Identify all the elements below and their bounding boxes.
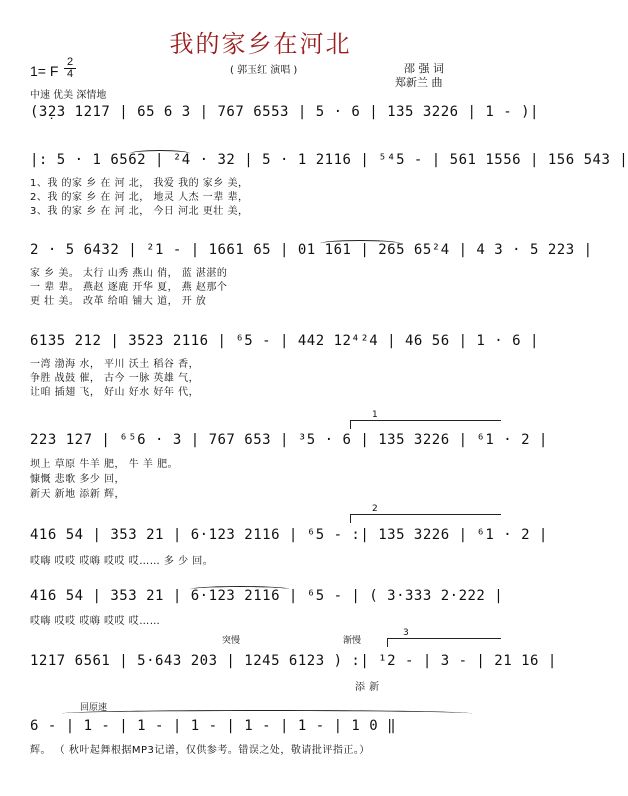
gradual-slow-marking: 渐慢 [343, 636, 362, 646]
lyric-line: 2、我 的家 乡 在 河 北， 地灵 人杰 一辈 辈， [30, 192, 249, 203]
lyric-line: 慷慨 悲歌 多少 回， [30, 474, 126, 485]
lyric-line: 哎嗨 哎哎 哎嗨 哎哎 哎…… [30, 616, 161, 627]
meter-bottom: 4 [64, 68, 76, 80]
slow-down-marking: 突慢 [222, 636, 241, 646]
score-line-4: 6135 212 | 3523 2116 | ⁶5 - | 442 12⁴²4 | 46 56 | 1 · 6 | [30, 333, 539, 349]
tie-arc [62, 710, 472, 717]
tempo-marking: 中速 优美 深情地 [30, 90, 107, 101]
lyric-line: 哎嗨 哎哎 哎嗨 哎哎 哎…… 多 少 回。 [30, 556, 214, 567]
score-line-5: 223 127 | ⁶⁵6 · 3 | 767 653 | ³5 · 6 | 135 3226 | ⁶1 · 2 | [30, 432, 548, 448]
return-tempo-marking: 回原速 [80, 703, 108, 713]
page-title: 我的家乡在河北 [169, 30, 352, 58]
composer-credit: 郑新兰 曲 [395, 76, 443, 89]
lyric-line: 新天 新地 添新 辉， [30, 489, 126, 500]
score-line-6: 416 54 | 353 21 | 6·123 2116 | ⁶5 - :| 135 3226 | ⁶1 · 2 | [30, 527, 548, 543]
volta-number-2: 2 [372, 504, 378, 514]
lyric-line: 让咱 插翅 飞， 好山 好水 好年 代， [30, 387, 200, 398]
time-signature [64, 57, 76, 80]
slur-arc [320, 240, 400, 247]
volta-bracket-2 [350, 514, 501, 523]
lyric-line: 一湾 渤海 水， 平川 沃土 稻谷 香， [30, 359, 200, 370]
slur-arc [130, 150, 190, 157]
performer-credit: ( 郭玉红 演唱 ) [230, 65, 298, 76]
score-line-2: |: 5 · 1 6562 | ²4 · 32 | 5 · 1 2116 | ⁵⁴5 - | 561 1556 | 156 543 | [30, 152, 628, 168]
score-line-7: 416 54 | 353 21 | 6·123 2116 | ⁶5 - | ( 3·333 2·222 | [30, 588, 504, 604]
volta-number-3: 3 [403, 628, 409, 638]
lyric-line: 坝上 草原 牛羊 肥， 牛 羊 肥。 [30, 459, 179, 470]
meter-top: 2 [66, 56, 74, 68]
lyricist-credit: 邵 强 词 [404, 62, 444, 75]
score-line-1: (3̣23 1217 | 65 6 3 | 767 6553 | 5 · 6 | 135 3226 | 1 - )| [30, 104, 539, 120]
lyric-line: 3、我 的家 乡 在 河 北， 今日 河北 更壮 美， [30, 206, 249, 217]
slur-arc [190, 586, 290, 593]
score-line-3: 2 · 5 6432 | ²1 - | 1661 65 | 01 161 | 265 65²4 | 4 3 · 5 223 | [30, 242, 593, 258]
volta-bracket-3 [387, 638, 501, 647]
lyric-line: 1、我 的家 乡 在 河 北， 我爱 我的 家乡 美， [30, 178, 249, 189]
volta-number-1: 1 [372, 410, 378, 420]
lyric-line: 更 壮 美。 改革 给咱 铺大 道， 开 放 [30, 296, 207, 307]
score-line-9: 6 - | 1 - | 1 - | 1 - | 1 - | 1 - | 1 0 ‖ [30, 718, 397, 734]
lyric-line: 一 辈 辈。 燕赵 逐鹿 开华 夏， 燕 赵那个 [30, 282, 228, 293]
lyric-line: 争胜 战鼓 催， 古今 一脉 英雄 气， [30, 373, 200, 384]
lyric-line: 添 新 [355, 682, 380, 693]
score-line-8: 1217 6561 | 5·643 203 | 1245 6123 ) :| ¹2 - | 3 - | 21 16 | [30, 653, 557, 669]
volta-bracket-1 [350, 420, 501, 429]
lyric-line: 辉。 （ 秋叶起舞根据MP3记谱，仅供参考。错误之处，敬请批评指正。） [30, 745, 370, 756]
key-signature: 1= F [30, 63, 59, 79]
lyric-line: 家 乡 美。 太行 山秀 燕山 俏， 蓝 湛湛的 [30, 268, 228, 279]
